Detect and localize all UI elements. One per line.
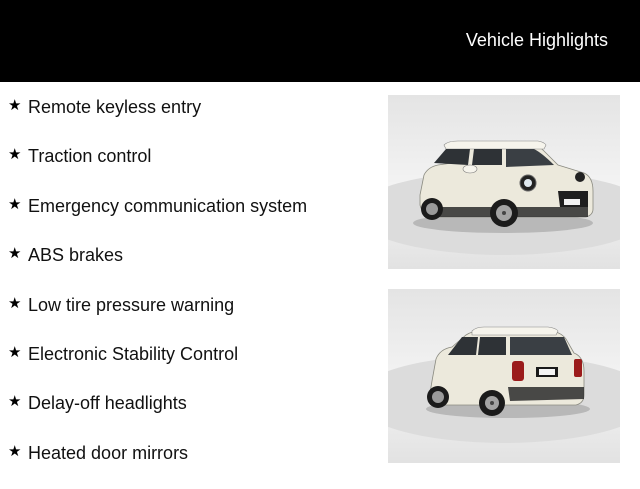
list-item [8, 242, 378, 291]
car-front-photo [388, 95, 620, 269]
feature-label: Low tire pressure warning [28, 294, 235, 315]
list-item [8, 341, 378, 390]
feature-list [8, 94, 378, 489]
list-item [8, 143, 378, 192]
star-icon: ★ [8, 195, 22, 213]
feature-label: Delay-off headlights [28, 393, 187, 414]
star-icon: ★ [8, 442, 22, 460]
car-front-image [388, 95, 620, 269]
list-item [8, 193, 378, 242]
list-item [8, 94, 378, 143]
car-rear-photo [388, 289, 620, 463]
list-item [8, 292, 378, 341]
star-icon: ★ [8, 343, 22, 361]
star-icon: ★ [8, 146, 22, 164]
star-icon: ★ [8, 393, 22, 411]
feature-label: Traction control [28, 146, 152, 167]
list-item [8, 390, 378, 439]
list-item [8, 440, 378, 489]
feature-label: Remote keyless entry [28, 97, 202, 117]
feature-label: ABS brakes [28, 245, 124, 266]
feature-label: Electronic Stability Control [28, 343, 239, 364]
feature-label: Heated door mirrors [28, 442, 189, 463]
header-bar [0, 0, 640, 82]
star-icon: ★ [8, 97, 22, 114]
page-title: Vehicle Highlights [465, 30, 608, 50]
car-rear-image [388, 289, 620, 463]
star-icon: ★ [8, 294, 22, 312]
star-icon: ★ [8, 245, 22, 263]
feature-label: Emergency communication system [28, 195, 308, 216]
